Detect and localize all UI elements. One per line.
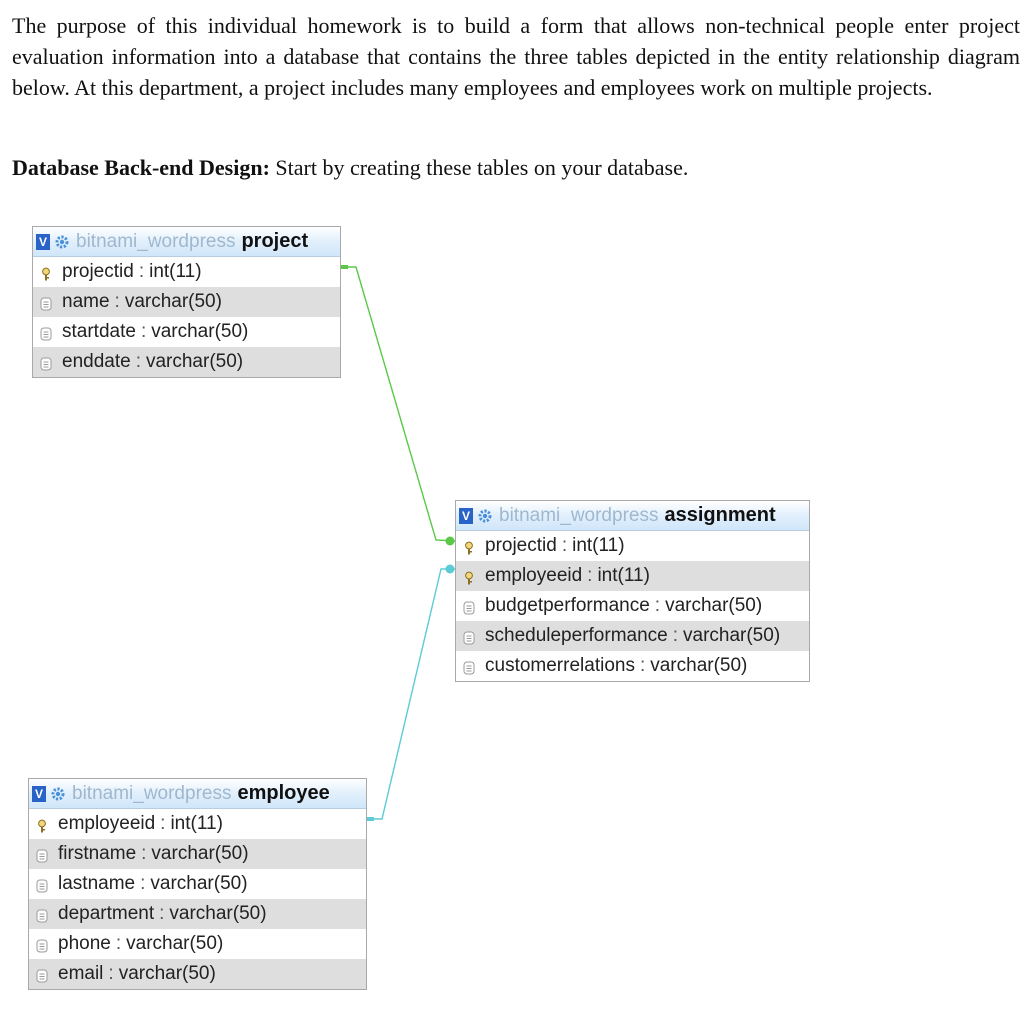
table-assignment-database: bitnami_wordpress: [499, 504, 659, 526]
column-icon: [463, 629, 475, 643]
table-project-name: project: [241, 230, 309, 252]
column-type: varchar(50): [126, 933, 224, 954]
column-separator: :: [141, 843, 147, 864]
column-separator: :: [140, 321, 147, 342]
view-toggle-icon[interactable]: V: [459, 508, 473, 524]
subhead-bold: Database Back-end Design:: [12, 155, 270, 180]
column-row[interactable]: [456, 561, 809, 591]
column-name: email: [58, 963, 104, 984]
table-project-columns: [33, 257, 340, 377]
column-name: lastname: [58, 873, 136, 894]
gear-icon[interactable]: [54, 234, 70, 250]
assignment-link-end-cyan: [446, 565, 455, 574]
column-name: name: [62, 291, 110, 312]
column-separator: :: [160, 813, 166, 834]
table-employee-header[interactable]: [29, 779, 366, 809]
column-name: projectid: [485, 535, 557, 556]
project-assignment-line: [341, 267, 455, 541]
gear-icon[interactable]: [477, 508, 493, 524]
column-row[interactable]: [29, 959, 366, 989]
subhead-text: Start by creating these tables on your database.: [269, 155, 689, 180]
column-name: enddate: [62, 351, 131, 372]
column-icon: [463, 659, 475, 673]
column-type: varchar(50): [118, 963, 216, 984]
column-row[interactable]: [33, 257, 340, 287]
column-name: employeeid: [485, 565, 583, 586]
column-separator: :: [114, 291, 120, 312]
column-row[interactable]: [456, 591, 809, 621]
table-assignment-header[interactable]: [456, 501, 809, 531]
column-separator: :: [159, 903, 165, 924]
column-row[interactable]: [456, 651, 809, 681]
primary-key-icon: [463, 569, 475, 583]
column-type: int(11): [170, 813, 223, 834]
column-type: int(11): [597, 565, 650, 586]
column-row[interactable]: [33, 317, 340, 347]
column-separator: :: [587, 565, 593, 586]
column-row[interactable]: [456, 621, 809, 651]
column-type: varchar(50): [150, 873, 248, 894]
column-row[interactable]: [33, 347, 340, 377]
column-icon: [36, 847, 48, 861]
column-name: budgetperformance: [485, 595, 650, 616]
column-icon: [36, 937, 48, 951]
column-name: projectid: [62, 261, 134, 282]
assignment-link-end-green: [446, 537, 455, 546]
project-assignment-link: [341, 265, 455, 546]
column-type: varchar(50): [151, 843, 249, 864]
column-separator: :: [639, 655, 646, 676]
column-row[interactable]: [29, 839, 366, 869]
table-project[interactable]: [32, 226, 341, 378]
column-row[interactable]: [33, 287, 340, 317]
table-employee-database: bitnami_wordpress: [72, 782, 232, 804]
column-separator: :: [108, 963, 114, 984]
table-assignment[interactable]: [455, 500, 810, 682]
column-row[interactable]: [456, 531, 809, 561]
primary-key-icon: [463, 539, 475, 553]
employee-assignment-line: [367, 569, 455, 819]
column-type: varchar(50): [145, 351, 244, 372]
column-separator: :: [654, 595, 661, 616]
column-separator: :: [672, 625, 678, 646]
column-type: varchar(50): [650, 655, 748, 676]
table-employee[interactable]: [28, 778, 367, 990]
table-employee-columns: [29, 809, 366, 989]
column-separator: :: [138, 261, 145, 282]
view-toggle-icon[interactable]: V: [36, 234, 50, 250]
column-icon: [40, 355, 52, 369]
column-type: int(11): [572, 535, 625, 556]
column-icon: [36, 967, 48, 981]
view-toggle-icon[interactable]: V: [32, 786, 46, 802]
employee-assignment-link: [367, 565, 455, 822]
intro-paragraph: The purpose of this individual homework is to build a form that allows non-technical people enter project evaluation information into a database that contains the three tables depicted in the entity relationship diagram below. At this department, a project includes many employees and employees work on multiple projects.: [12, 13, 1020, 100]
column-name: employeeid: [58, 813, 156, 834]
column-row[interactable]: [29, 869, 366, 899]
column-name: phone: [58, 933, 111, 954]
column-icon: [40, 325, 52, 339]
column-type: varchar(50): [151, 321, 249, 342]
table-assignment-name: assignment: [664, 504, 776, 526]
table-project-database: bitnami_wordpress: [76, 230, 236, 252]
column-icon: [463, 599, 475, 613]
column-icon: [36, 877, 48, 891]
column-icon: [36, 907, 48, 921]
column-row[interactable]: [29, 929, 366, 959]
column-name: startdate: [62, 321, 136, 342]
column-type: varchar(50): [124, 291, 222, 312]
column-row[interactable]: [29, 809, 366, 839]
project-link-stub: [341, 265, 348, 269]
column-name: scheduleperformance: [485, 625, 668, 646]
column-separator: :: [115, 933, 122, 954]
column-type: int(11): [149, 261, 202, 282]
column-name: department: [58, 903, 155, 924]
column-type: varchar(50): [683, 625, 781, 646]
column-separator: :: [135, 351, 141, 372]
primary-key-icon: [40, 265, 52, 279]
table-project-header[interactable]: [33, 227, 340, 257]
primary-key-icon: [36, 817, 48, 831]
column-name: firstname: [58, 843, 137, 864]
column-icon: [40, 295, 52, 309]
column-name: customerrelations: [485, 655, 635, 676]
column-type: varchar(50): [665, 595, 763, 616]
table-employee-name: employee: [237, 782, 330, 804]
gear-icon[interactable]: [50, 786, 66, 802]
column-separator: :: [140, 873, 146, 894]
column-type: varchar(50): [169, 903, 267, 924]
column-row[interactable]: [29, 899, 366, 929]
section-subhead: [12, 152, 1012, 183]
column-separator: :: [561, 535, 568, 556]
table-assignment-columns: [456, 531, 809, 681]
employee-link-stub: [367, 817, 374, 821]
